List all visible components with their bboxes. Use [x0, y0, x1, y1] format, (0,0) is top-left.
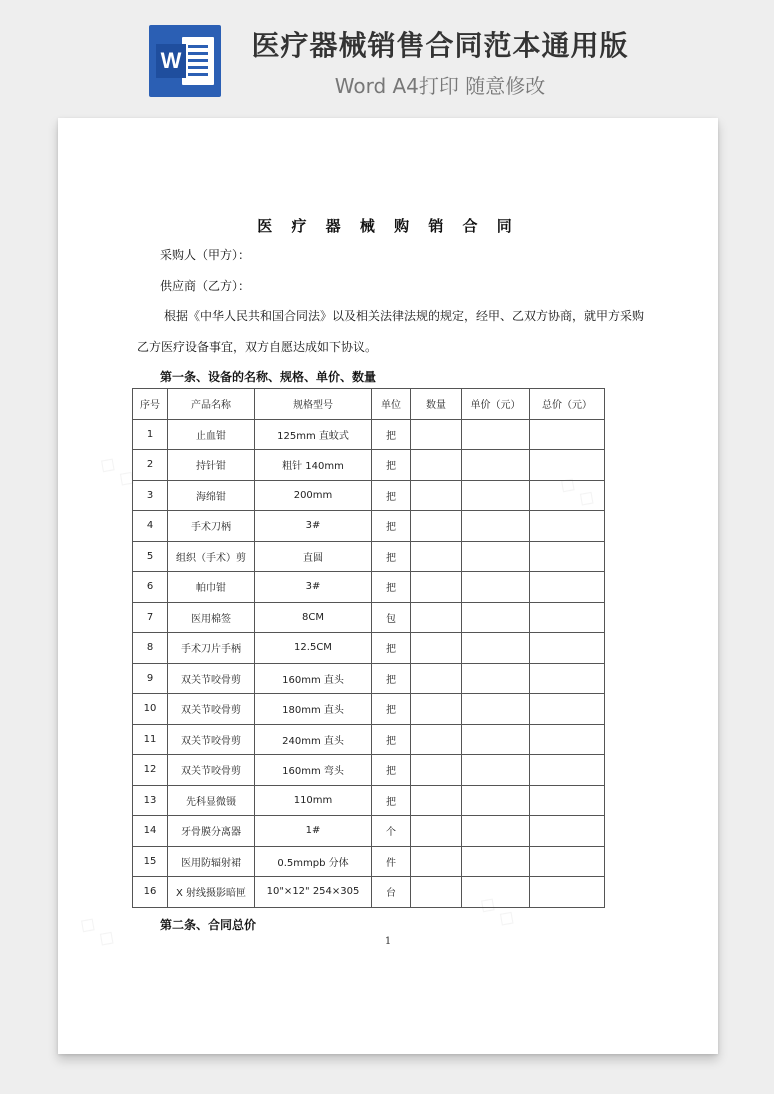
table-row — [133, 877, 605, 908]
table-row — [133, 633, 605, 664]
table-cell: 把 — [372, 480, 411, 511]
table-row — [133, 511, 605, 542]
table-cell — [530, 541, 605, 572]
section1-heading: 第一条、设备的名称、规格、单价、数量 — [160, 370, 377, 384]
table-cell — [530, 450, 605, 481]
table-cell: X 射线摄影暗匣 — [168, 877, 255, 908]
table-row — [133, 785, 605, 816]
table-cell — [462, 724, 530, 755]
table-cell: 125mm 直蚊式 — [255, 419, 372, 450]
table-cell: 16 — [133, 877, 168, 908]
table-row — [133, 816, 605, 847]
page-number: 1 — [384, 936, 392, 947]
intro-line-2: 乙方医疗设备事宜，双方自愿达成如下协议。 — [137, 340, 378, 354]
table-cell — [530, 511, 605, 542]
table-cell: 把 — [372, 541, 411, 572]
table-cell — [462, 846, 530, 877]
table-row — [133, 450, 605, 481]
table-cell: 15 — [133, 846, 168, 877]
table-cell: 200mm — [255, 480, 372, 511]
table-cell: 帕巾钳 — [168, 572, 255, 603]
table-cell — [411, 755, 462, 786]
table-header-cell: 总价（元） — [530, 389, 605, 420]
table-cell: 12 — [133, 755, 168, 786]
table-cell: 1 — [133, 419, 168, 450]
table-cell — [462, 755, 530, 786]
table-cell: 牙骨膜分离器 — [168, 816, 255, 847]
table-cell: 7 — [133, 602, 168, 633]
table-row — [133, 694, 605, 725]
table-cell: 3 — [133, 480, 168, 511]
table-cell: 组织（手术）剪 — [168, 541, 255, 572]
table-cell: 3# — [255, 511, 372, 542]
header — [0, 0, 774, 110]
table-cell — [411, 846, 462, 877]
table-cell — [530, 633, 605, 664]
table-cell: 把 — [372, 419, 411, 450]
table-header-row — [133, 389, 605, 420]
table-cell — [462, 450, 530, 481]
table-cell — [530, 755, 605, 786]
table-cell: 8CM — [255, 602, 372, 633]
table-cell — [530, 846, 605, 877]
word-icon-letter: W — [156, 44, 186, 78]
table-cell: 医用防辐射裙 — [168, 846, 255, 877]
table-cell: 手术刀柄 — [168, 511, 255, 542]
table-row — [133, 572, 605, 603]
table-cell: 把 — [372, 511, 411, 542]
table-cell — [530, 663, 605, 694]
table-header-cell: 产品名称 — [168, 389, 255, 420]
table-cell: 手术刀片手柄 — [168, 633, 255, 664]
table-cell: 13 — [133, 785, 168, 816]
table-header-cell: 序号 — [133, 389, 168, 420]
table-cell: 海绵钳 — [168, 480, 255, 511]
table-cell: 双关节咬骨剪 — [168, 663, 255, 694]
table-cell: 止血钳 — [168, 419, 255, 450]
table-cell: 0.5mmpb 分体 — [255, 846, 372, 877]
table-cell: 持针钳 — [168, 450, 255, 481]
table-cell: 把 — [372, 633, 411, 664]
table-header-cell: 规格型号 — [255, 389, 372, 420]
table-cell — [530, 480, 605, 511]
table-cell — [530, 602, 605, 633]
table-cell: 把 — [372, 663, 411, 694]
page-title: 医疗器械销售合同范本通用版 — [251, 29, 629, 62]
table-cell — [411, 511, 462, 542]
table-cell: 先科显微镊 — [168, 785, 255, 816]
table-cell — [411, 419, 462, 450]
table-cell: 160mm 弯头 — [255, 755, 372, 786]
table-cell: 把 — [372, 572, 411, 603]
table-cell: 双关节咬骨剪 — [168, 755, 255, 786]
table-cell: 240mm 直头 — [255, 724, 372, 755]
table-row — [133, 419, 605, 450]
table-cell — [530, 419, 605, 450]
document-title: 医 疗 器 械 购 销 合 同 — [257, 217, 519, 235]
table-cell — [462, 663, 530, 694]
table-cell — [462, 419, 530, 450]
table-row — [133, 724, 605, 755]
table-cell: 双关节咬骨剪 — [168, 724, 255, 755]
table-cell: 包 — [372, 602, 411, 633]
table-cell — [462, 785, 530, 816]
table-cell — [411, 602, 462, 633]
table-cell: 11 — [133, 724, 168, 755]
table-cell — [411, 724, 462, 755]
table-header-cell: 单位 — [372, 389, 411, 420]
table-row — [133, 755, 605, 786]
table-row — [133, 663, 605, 694]
document-page — [58, 118, 718, 1054]
table-cell: 件 — [372, 846, 411, 877]
page-subtitle: Word A4打印 随意修改 — [334, 74, 546, 98]
table-row — [133, 846, 605, 877]
table-cell: 10"×12" 254×305 — [255, 877, 372, 908]
table-cell: 8 — [133, 633, 168, 664]
table-cell: 医用棉签 — [168, 602, 255, 633]
table-cell: 14 — [133, 816, 168, 847]
table-cell: 110mm — [255, 785, 372, 816]
table-cell — [411, 816, 462, 847]
intro-line-1: 根据《中华人民共和国合同法》以及相关法律法规的规定，经甲、乙双方协商，就甲方采购 — [164, 309, 645, 323]
table-cell — [530, 724, 605, 755]
table-cell — [462, 541, 530, 572]
table-row — [133, 541, 605, 572]
table-cell — [530, 572, 605, 603]
table-header-cell: 单价（元） — [462, 389, 530, 420]
table-cell — [411, 480, 462, 511]
table-cell — [411, 633, 462, 664]
table-cell: 把 — [372, 755, 411, 786]
equipment-table — [132, 388, 605, 908]
table-cell: 4 — [133, 511, 168, 542]
table-cell — [411, 572, 462, 603]
table-cell: 把 — [372, 450, 411, 481]
table-cell — [411, 541, 462, 572]
section2-heading: 第二条、合同总价 — [160, 918, 257, 932]
table-cell: 台 — [372, 877, 411, 908]
table-cell — [462, 694, 530, 725]
table-cell — [462, 480, 530, 511]
table-cell — [462, 633, 530, 664]
table-cell: 双关节咬骨剪 — [168, 694, 255, 725]
table-cell — [530, 816, 605, 847]
table-cell — [462, 572, 530, 603]
table-cell — [411, 663, 462, 694]
table-cell — [462, 816, 530, 847]
table-cell — [411, 877, 462, 908]
table-header-cell: 数量 — [411, 389, 462, 420]
table-cell: 2 — [133, 450, 168, 481]
table-cell: 1# — [255, 816, 372, 847]
table-cell: 5 — [133, 541, 168, 572]
table-row — [133, 480, 605, 511]
table-cell — [462, 511, 530, 542]
table-cell: 160mm 直头 — [255, 663, 372, 694]
table-cell: 粗针 140mm — [255, 450, 372, 481]
table-cell: 个 — [372, 816, 411, 847]
table-cell: 把 — [372, 724, 411, 755]
table-cell: 10 — [133, 694, 168, 725]
table-cell: 把 — [372, 785, 411, 816]
word-icon — [149, 25, 221, 97]
table-cell: 直圆 — [255, 541, 372, 572]
table-cell: 12.5CM — [255, 633, 372, 664]
table-cell — [530, 694, 605, 725]
supplier-label: 供应商（乙方）： — [160, 279, 251, 293]
table-cell — [462, 602, 530, 633]
table-cell: 把 — [372, 694, 411, 725]
table-cell: 9 — [133, 663, 168, 694]
table-cell — [530, 877, 605, 908]
table-cell — [530, 785, 605, 816]
table-cell — [411, 450, 462, 481]
table-cell — [411, 785, 462, 816]
table-cell: 3# — [255, 572, 372, 603]
table-cell — [462, 877, 530, 908]
table-cell — [411, 694, 462, 725]
table-cell: 180mm 直头 — [255, 694, 372, 725]
table-cell: 6 — [133, 572, 168, 603]
table-row — [133, 602, 605, 633]
buyer-label: 采购人（甲方）： — [160, 248, 251, 262]
